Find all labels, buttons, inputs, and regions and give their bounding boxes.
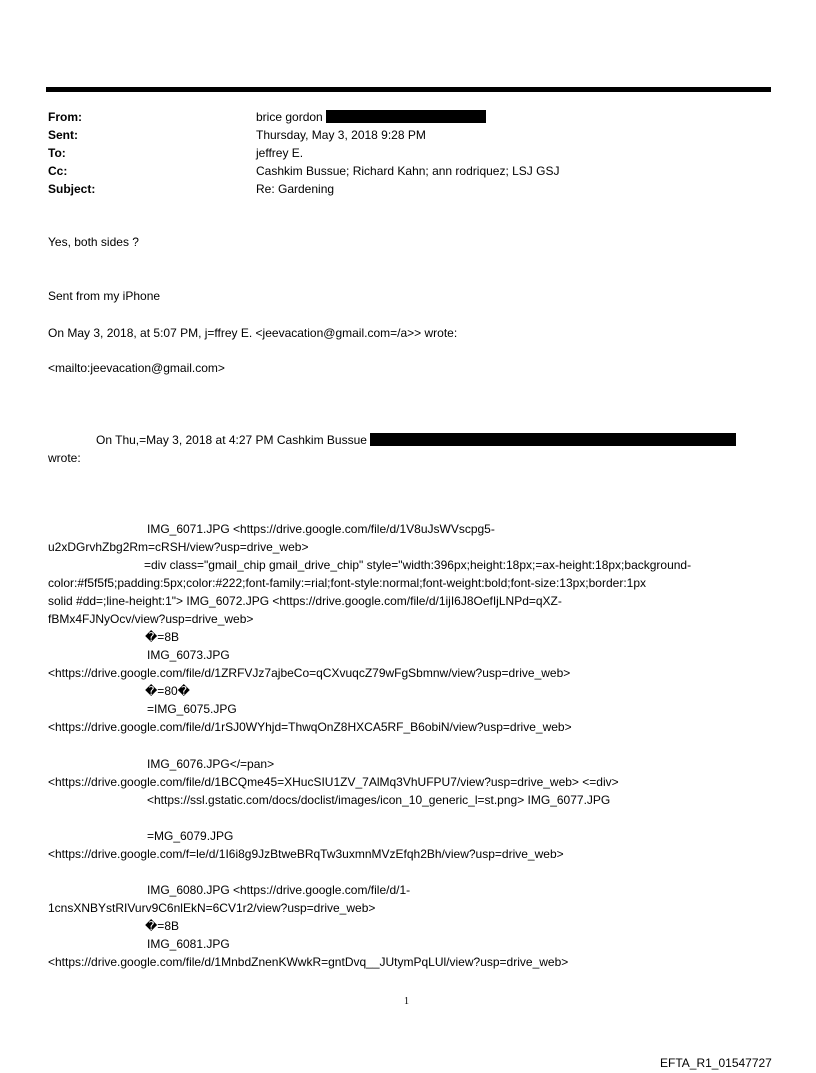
body-line: solid #dd=;line-height:1"> IMG_6072.JPG <https://drive.google.com/file/d/1ijI6J8OefIjLNPd=qXZ-	[48, 594, 562, 608]
body-line: <https://ssl.gstatic.com/docs/doclist/images/icon_10_generic_l=st.png> IMG_6077.JPG	[147, 793, 611, 807]
header-rule	[46, 87, 771, 92]
inner-quote-header	[96, 431, 736, 449]
sent-label: Sent:	[48, 128, 78, 142]
quote-header: On May 3, 2018, at 5:07 PM, j=ffrey E. <jeevacation@gmail.com=/a>> wrote:	[48, 326, 458, 340]
body-line: IMG_6073.JPG	[147, 648, 230, 662]
subject-value: Re: Gardening	[256, 182, 335, 196]
body-line: 1cnsXNBYstRIVurv9C6nlEkN=6CV1r2/view?usp=drive_web>	[48, 901, 376, 915]
body-line: <https://drive.google.com/file/d/1MnbdZnenKWwkR=gntDvq__JUtymPqLUl/view?usp=drive_web>	[48, 955, 569, 969]
body-line: <https://drive.google.com/file/d/1ZRFVJz7ajbeCo=qCXvuqcZ79wFgSbmnw/view?usp=drive_web>	[48, 666, 571, 680]
body-line: <https://drive.google.com/file/d/1BCQme45=XHucSIU1ZV_7AlMq3VhUFPU7/view?usp=drive_web> <=div>	[48, 775, 619, 789]
body-line: IMG_6076.JPG</=pan>	[147, 757, 275, 771]
body-line: =div class="gmail_chip gmail_drive_chip" style="width:396px;height:18px;=ax-height:18px;background-	[144, 558, 692, 572]
body-line: fBMx4FJNyOcv/view?usp=drive_web>	[48, 612, 254, 626]
signature-text: Sent from my iPhone	[48, 289, 161, 303]
sent-value: Thursday, May 3, 2018 9:28 PM	[256, 128, 426, 142]
from-value	[256, 108, 486, 126]
body-line: u2xDGrvhZbg2Rm=cRSH/view?usp=drive_web>	[48, 540, 309, 554]
inner-wrote: wrote:	[48, 451, 81, 465]
page-number: 1	[404, 996, 409, 1007]
body-line: color:#f5f5f5;padding:5px;color:#222;font-family:=rial;font-style:normal;font-weight:bold;font-size:13px;border:1px	[48, 576, 646, 590]
redaction-bar	[326, 110, 486, 123]
body-line: =IMG_6075.JPG	[147, 702, 237, 716]
body-line: =MG_6079.JPG	[147, 829, 234, 843]
body-line: IMG_6081.JPG	[147, 937, 230, 951]
body-line: <https://drive.google.com/f=le/d/1I6i8g9JzBtweBRqTw3uxmnMVzEfqh2Bh/view?usp=drive_web>	[48, 847, 564, 861]
cc-value: Cashkim Bussue; Richard Kahn; ann rodriquez; LSJ GSJ	[256, 164, 560, 178]
inner-quote-text: On Thu,=May 3, 2018 at 4:27 PM Cashkim Bussue	[96, 433, 367, 447]
redaction-bar	[370, 433, 736, 446]
body-line: IMG_6071.JPG <https://drive.google.com/file/d/1V8uJsWVscpg5-	[147, 522, 495, 536]
to-label: To:	[48, 146, 66, 160]
body-line: �=80�	[145, 684, 190, 698]
subject-label: Subject:	[48, 182, 96, 196]
from-label: From:	[48, 110, 82, 124]
cc-label: Cc:	[48, 164, 68, 178]
from-name: brice gordon	[256, 110, 323, 124]
mailto-link: <mailto:jeevacation@gmail.com>	[48, 361, 225, 375]
bates-number: EFTA_R1_01547727	[660, 1056, 772, 1070]
reply-text: Yes, both sides ?	[48, 235, 139, 249]
to-value: jeffrey E.	[256, 146, 304, 160]
body-line: �=8B	[145, 630, 179, 644]
body-line: IMG_6080.JPG <https://drive.google.com/file/d/1-	[147, 883, 411, 897]
body-line: <https://drive.google.com/file/d/1rSJ0WYhjd=ThwqOnZ8HXCA5RF_B6obiN/view?usp=drive_web>	[48, 720, 572, 734]
body-line: �=8B	[145, 919, 179, 933]
